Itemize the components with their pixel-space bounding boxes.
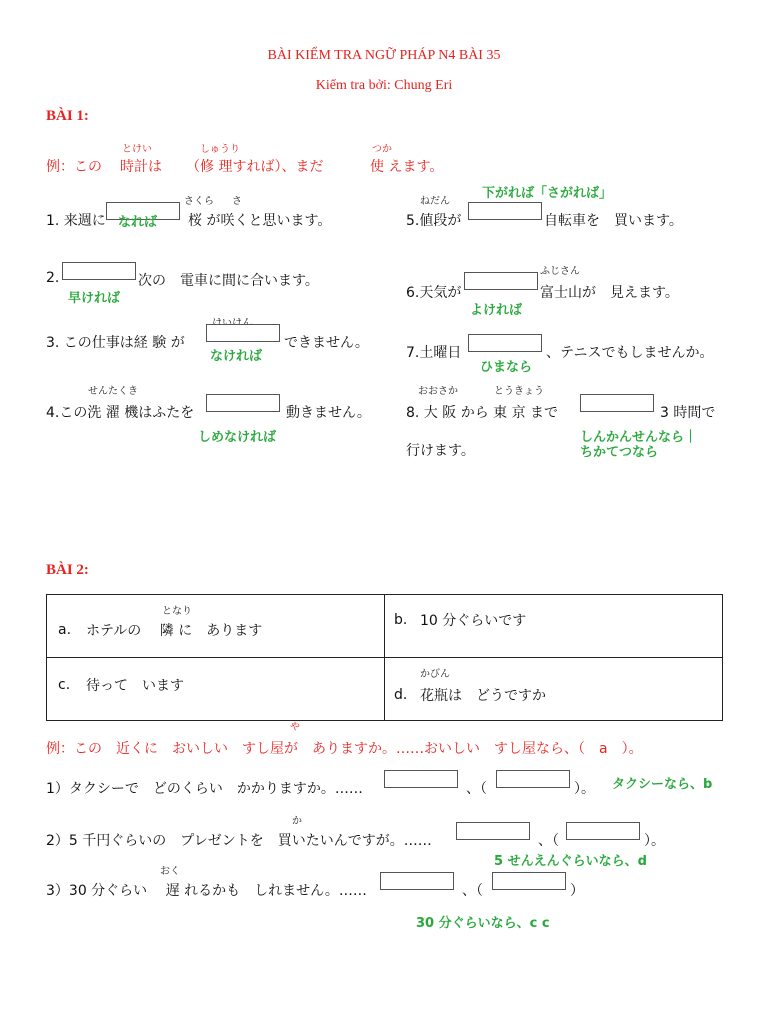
choice-d-ruby: かびん: [420, 669, 450, 680]
choice-a-text: ホテルの 隣 に あります: [86, 623, 263, 639]
bai2-q1-text: 1）タクシーで どのくらい かかりますか。……: [46, 781, 363, 797]
example-text-d: 使 えます。: [370, 159, 444, 175]
q5-answer: 下がれば「さがれば」: [482, 186, 613, 201]
q4-answer: しめなければ: [198, 430, 277, 445]
bai2-q1-end: ）。: [574, 781, 595, 797]
q1-ruby-sa: さ: [232, 196, 242, 207]
q4-prefix: 4.この洗 濯 機はふたを: [46, 405, 195, 421]
q1-suffix: 桜 が咲くと思います。: [188, 213, 332, 229]
q7-answer: ひまなら: [480, 360, 533, 375]
bai2-q2-box2[interactable]: [566, 822, 640, 840]
page-title: BÀI KIỂM TRA NGỮ PHÁP N4 BÀI 35: [267, 48, 501, 63]
choice-c-cell: [47, 658, 385, 721]
choice-b-label: b.: [394, 612, 408, 628]
q8-answer-box[interactable]: [580, 394, 654, 412]
q3-prefix: 3. この仕事は経 験 が: [46, 335, 185, 351]
bai2-q3-sep: 、（: [462, 883, 483, 899]
bai2-q1-box2[interactable]: [496, 770, 570, 788]
choice-c-label: c.: [58, 677, 71, 693]
choice-c-text: 待って います: [86, 678, 184, 694]
q2-answer: 早ければ: [68, 291, 121, 306]
example-text-c: （修 理すれば）、まだ: [186, 159, 324, 175]
bai2-example-ruby: や: [290, 722, 300, 733]
q8-ruby-tokyo: とうきょう: [494, 386, 544, 397]
q1-answer: なれば: [118, 215, 158, 230]
example-text-a: 例：この: [46, 159, 102, 175]
q8-suffix: 3 時間で: [660, 405, 716, 421]
bai2-q3-box2[interactable]: [492, 872, 566, 890]
bai2-q3-text: 3）30 分ぐらい 遅 れるかも しれません。……: [46, 883, 367, 899]
choice-a-ruby: となり: [162, 606, 192, 617]
q3-answer-box[interactable]: [206, 324, 280, 342]
q5-prefix: 5.値段が: [406, 213, 462, 229]
choice-d-cell: [385, 658, 723, 721]
q8-answer-1: しんかんせんなら｜: [580, 430, 698, 445]
choices-table: [46, 594, 723, 721]
q8-line2: 行けます。: [406, 443, 475, 459]
q6-prefix: 6.天気が: [406, 285, 462, 301]
q3-suffix: できません。: [284, 335, 369, 351]
choice-b-cell: [385, 595, 723, 658]
q6-suffix: 富士山が 見えます。: [540, 285, 679, 301]
q1-prefix: 1. 来週に: [46, 213, 106, 229]
bai2-q3-ruby: おく: [160, 866, 180, 877]
bai2-q1-sep: 、（: [466, 781, 487, 797]
bai2-q1-box1[interactable]: [384, 770, 458, 788]
q5-suffix: 自転車を 買います。: [544, 213, 683, 229]
bai2-q2-sep: 、（: [538, 833, 559, 849]
bai2-example-text: 例：この 近くに おいしい すし屋が ありますか。……おいしい すし屋なら、（ a ）。: [46, 741, 643, 757]
q5-answer-box[interactable]: [468, 202, 542, 220]
q6-ruby-fujisan: ふじさん: [540, 266, 580, 277]
q7-prefix: 7.土曜日: [406, 345, 462, 361]
q3-answer: なければ: [210, 349, 263, 364]
bai2-q3-end: ）: [570, 883, 584, 899]
q2-answer-box[interactable]: [62, 262, 136, 280]
example-text-b: 時計は: [120, 159, 162, 175]
bai2-q3-box1[interactable]: [380, 872, 454, 890]
q8-ruby-osaka: おおさか: [418, 386, 458, 397]
q7-answer-box[interactable]: [468, 334, 542, 352]
q8-prefix: 8. 大 阪 から 東 京 まで: [406, 405, 559, 421]
bai2-q2-ruby: か: [292, 816, 302, 827]
page-subtitle: Kiểm tra bởi: Chung Eri: [315, 78, 453, 93]
bai2-q2-box1[interactable]: [456, 822, 530, 840]
choice-b-text: 10 分ぐらいです: [420, 613, 527, 629]
bai2-q3-answer: 30 分ぐらいなら、c c: [416, 916, 550, 931]
bai2-q1-answer: タクシーなら、b: [612, 777, 713, 792]
example-ruby-tsuka: つか: [372, 144, 392, 155]
choice-d-label: d.: [394, 687, 408, 703]
bai2-q2-answer: 5 せんえんぐらいなら、d: [494, 854, 647, 869]
q4-answer-box[interactable]: [206, 394, 280, 412]
q4-ruby-sentakuki: せんたくき: [88, 386, 138, 397]
q8-answer-2: ちかてつなら: [580, 445, 659, 460]
q1-ruby-sakura: さくら: [184, 196, 214, 207]
example-ruby-shuuri: しゅうり: [200, 144, 240, 155]
section-heading-bai2: BÀI 2:: [46, 562, 89, 578]
bai2-q2-text: 2）5 千円ぐらいの プレゼントを 買いたいんですが。……: [46, 833, 432, 849]
q2-prefix: 2.: [46, 270, 60, 286]
q4-suffix: 動きません。: [286, 405, 371, 421]
choice-a-cell: [47, 595, 385, 658]
bai2-q2-end: ）。: [644, 833, 665, 849]
q6-answer: よければ: [470, 303, 523, 318]
q7-suffix: 、テニスでもしませんか。: [546, 345, 714, 361]
section-heading-bai1: BÀI 1:: [46, 108, 89, 124]
example-ruby-tokei: とけい: [122, 144, 152, 155]
q6-answer-box[interactable]: [464, 272, 538, 290]
choice-d-text: 花瓶は どうですか: [420, 688, 546, 704]
q5-ruby-nedan: ねだん: [420, 196, 450, 207]
q2-suffix: 次の 電車に間に合います。: [138, 273, 319, 289]
choice-a-label: a.: [58, 622, 72, 638]
